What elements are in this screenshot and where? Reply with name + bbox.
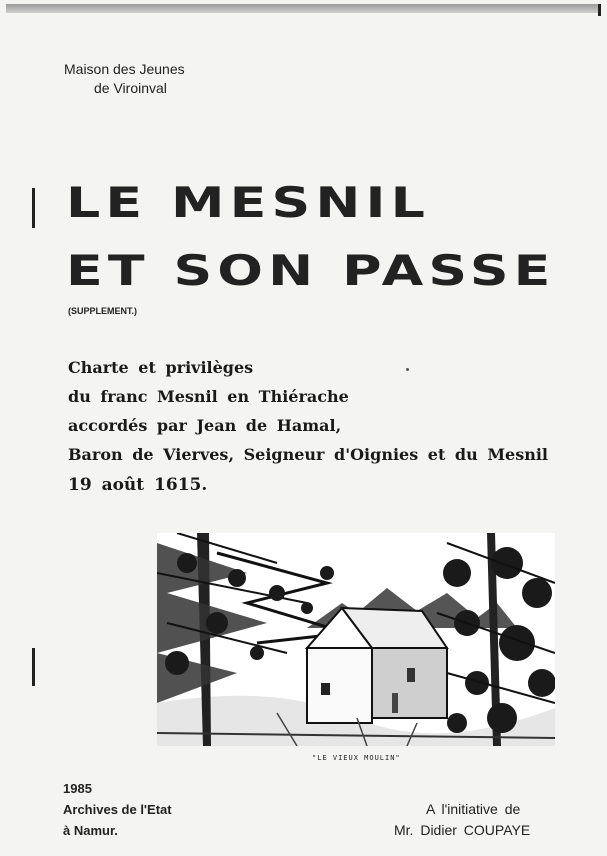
subtitle-supplement: (SUPPLEMENT.): [68, 306, 138, 316]
scan-top-edge: [6, 4, 601, 13]
charter-date: 19 août 1615.: [68, 475, 208, 495]
footer-initiative-block: [394, 799, 530, 841]
charter-line-1: Charte et privilèges: [68, 358, 254, 377]
initiative-line-2: Mr. Didier COUPAYE: [394, 822, 531, 838]
charter-line-3: accordés par Jean de Hamal,: [68, 416, 342, 435]
publisher-block: [64, 60, 185, 98]
publication-year: 1985: [63, 781, 92, 796]
charter-block: [68, 353, 548, 500]
archive-line-1: Archives de l'Etat: [63, 802, 172, 817]
page-title-line-2: ET SON PASSE: [66, 246, 556, 295]
scan-edge-mark: [598, 4, 601, 16]
footer-archive-block: [63, 778, 172, 841]
illustration-caption: "LE VIEUX MOULIN": [312, 754, 401, 762]
old-mill-illustration: [157, 533, 555, 746]
publisher-line-1: Maison des Jeunes: [64, 61, 185, 77]
margin-mark-upper: [32, 188, 35, 228]
margin-mark-lower: [32, 648, 35, 686]
initiative-line-1: A l'initiative de: [426, 801, 521, 817]
charter-line-4: Baron de Vierves, Seigneur d'Oignies et du Mesnil: [68, 445, 548, 464]
publisher-line-2: de Viroinval: [94, 80, 167, 96]
charter-line-2: du franc Mesnil en Thiérache: [68, 387, 349, 406]
archive-line-2: à Namur.: [63, 823, 118, 838]
page-title-line-1: LE MESNIL: [66, 178, 430, 227]
